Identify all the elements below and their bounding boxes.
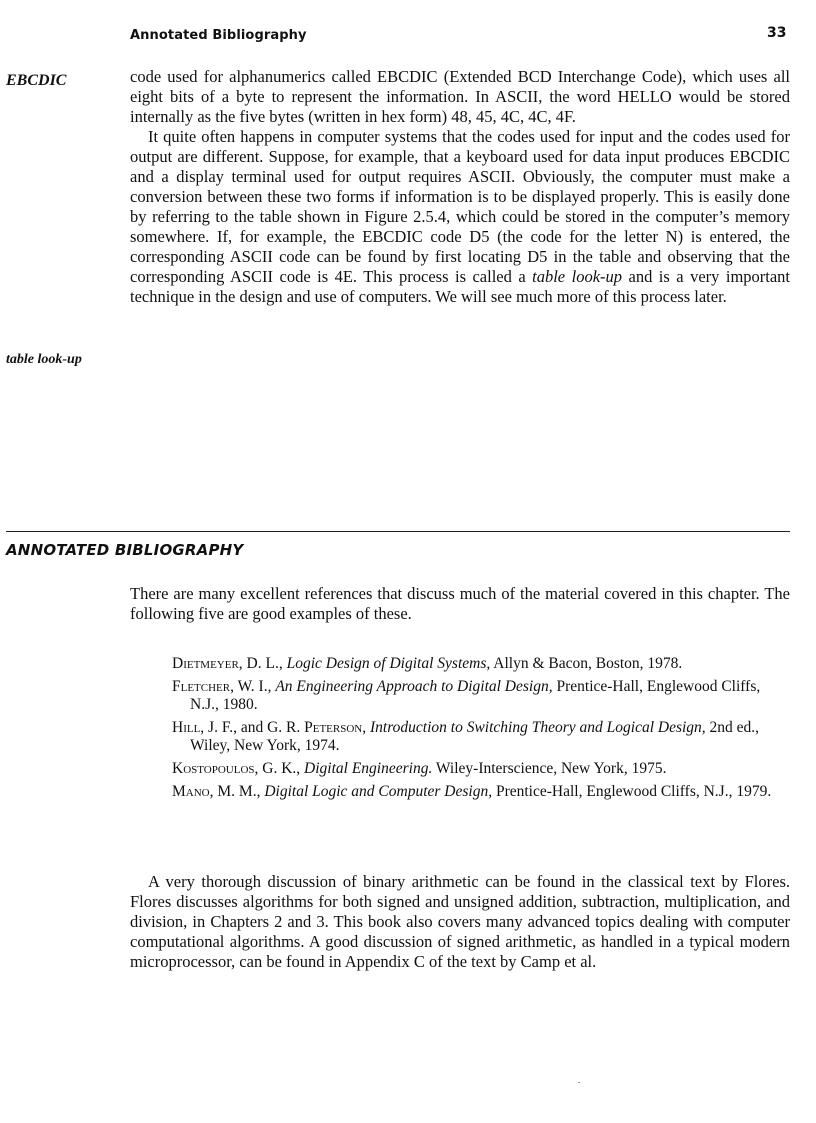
section-divider <box>6 531 790 532</box>
ref-title: Digital Logic and Computer Design, <box>264 783 493 800</box>
term-table-look-up: table look-up <box>532 267 623 286</box>
ref-details: 2nd ed., Wiley, New York, 1974. <box>190 719 760 754</box>
section-title: ANNOTATED BIBLIOGRAPHY <box>6 541 244 559</box>
ref-author-initials: , D. L., <box>238 655 287 672</box>
ref-details: Prentice-Hall, Englewood Cliffs, N.J., 1980. <box>190 678 761 713</box>
reference-item <box>172 783 790 801</box>
ref-title: Digital Engineering. <box>304 760 433 777</box>
ref-details: Wiley-Interscience, New York, 1975. <box>432 760 667 777</box>
page-number: 33 <box>767 25 787 41</box>
running-head: Annotated Bibliography <box>130 28 307 43</box>
closing-text-block <box>130 872 790 972</box>
ref-author: Hill <box>172 719 201 736</box>
reference-item <box>172 678 790 714</box>
paragraph-code-conversion-end: and is a very important technique in the design and use of computers. We will see much more of this process later. <box>130 267 791 306</box>
intro-paragraph: There are many excellent references that discuss much of the material covered in this chapter. The following five are good examples of these. <box>130 584 790 623</box>
ref-title: An Engineering Approach to Digital Design, <box>275 678 553 695</box>
paragraph-code-conversion-text: It quite often happens in computer systems that the codes used for input and the codes used for output are different. Suppose, for example, that a keyboard used for data input produces EBCDIC and a display terminal used for output requires ASCII. Obviously, the computer must make a conversion between these two forms if information is to be displayed properly. This is easily done by referring to the table shown in Figure 2.5.4, which could be stored in the computer’s memory somewhere. If, for example, the EBCDIC code D5 (the code for the letter N) is entered, the corresponding ASCII code can be found by first locating D5 in the table and observing that the corresponding ASCII code is 4E. This process is called a <box>130 127 790 286</box>
reference-item <box>172 760 790 778</box>
ref-coauthor: Peterson <box>304 719 363 736</box>
reference-list <box>172 655 790 806</box>
paragraph-ebcdic: code used for alphanumerics called EBCDIC (Extended BCD Interchange Code), which uses all eight bits of a byte to represent the information. In ASCII, the word HELLO would be stored internally as the five bytes (written in hex form) 48, 45, 4C, 4C, 4F. <box>130 67 790 126</box>
ref-separator: , <box>362 719 370 736</box>
ref-author-initials: , M. M., <box>209 783 265 800</box>
ref-author: Kostopoulos <box>172 760 255 777</box>
scan-speck <box>578 1082 580 1083</box>
ref-details: Prentice-Hall, Englewood Cliffs, N.J., 1979. <box>492 783 772 800</box>
ref-author-initials: , J. F., and G. R. <box>200 719 305 736</box>
margin-note-table-look-up: table look-up <box>6 352 82 367</box>
ref-title: Introduction to Switching Theory and Logical Design, <box>370 719 706 736</box>
ref-details: Allyn & Bacon, Boston, 1978. <box>490 655 683 672</box>
ref-author-initials: , G. K., <box>254 760 305 777</box>
margin-note-ebcdic: EBCDIC <box>6 72 67 89</box>
reference-item <box>172 655 790 673</box>
body-text-block <box>130 67 790 307</box>
closing-paragraph: A very thorough discussion of binary arithmetic can be found in the classical text by Flores. Flores discusses algorithms for both signed and unsigned addition, subtraction, multiplication, and division, in Chapters 2 and 3. This book also covers many advanced topics dealing with computer computational algorithms. A good discussion of signed arithmetic, as handled in a typical modern microprocessor, can be found in Appendix C of the text by Camp et al. <box>130 872 790 971</box>
ref-author: Dietmeyer <box>172 655 239 672</box>
bibliography-intro <box>130 584 790 624</box>
paragraph-code-conversion <box>130 127 790 307</box>
ref-title: Logic Design of Digital Systems, <box>286 655 491 672</box>
ref-author-initials: , W. I., <box>230 678 276 695</box>
reference-item <box>172 719 790 755</box>
ref-author: Mano <box>172 783 210 800</box>
ref-author: Fletcher <box>172 678 231 695</box>
